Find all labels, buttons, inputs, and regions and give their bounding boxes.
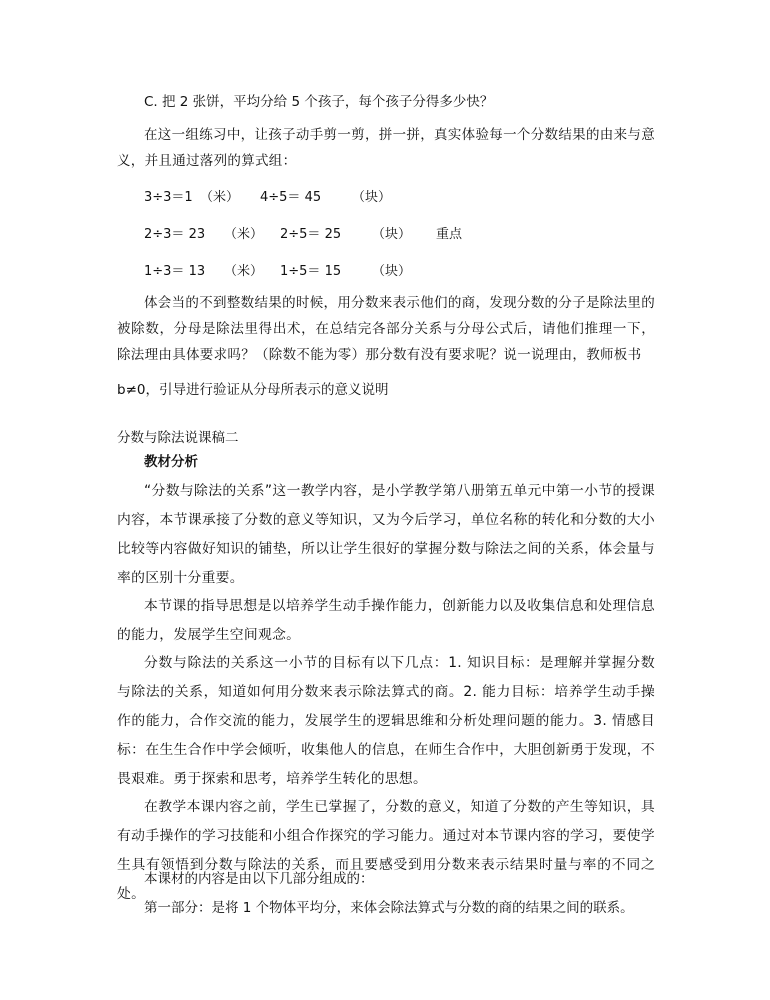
equation-left: 2÷3＝ 23 — [144, 227, 206, 242]
equation-row-3 — [144, 260, 544, 280]
equation-right: 4÷5＝ 45 — [260, 190, 322, 205]
unit-left: （米） — [224, 264, 264, 279]
equation-row-2 — [144, 223, 544, 243]
equation-row-1 — [144, 186, 544, 206]
paragraph-5: 本课材的内容是由以下几部分组成的： — [144, 871, 374, 887]
unit-right: （块） — [352, 190, 392, 205]
unit-left: （米） — [224, 227, 264, 242]
unit-left: （米） — [200, 190, 240, 205]
unit-right: （块） — [372, 264, 412, 279]
key-point-note: 重点 — [436, 227, 463, 242]
paragraph-2: 本节课的指导思想是以培养学生动手操作能力，创新能力以及收集信息和处理信息的能力，发展学生空间观念。 — [117, 598, 655, 643]
paragraph-3: 分数与除法的关系这一小节的目标有以下几点：1. 知识目标：是理解并掌握分数与除法的关系，知道如何用分数来表示除法算式的商。2. 能力目标：培养学生动手操作的能力，合作交流的能力，发展学生的逻辑思维和分析处理问题的能力。3. 情感目标：在生生合作中学会倾听，收集他人的信息，在师生合作中，大胆创新勇于发现，不畏艰难。勇于探索和思考，培养学生转化的思想。 — [117, 655, 655, 787]
last-line: b≠0，引导进行验证从分母所表示的意义说明 — [117, 382, 389, 398]
equation-right: 2÷5＝ 25 — [280, 227, 342, 242]
paragraph-6: 第一部分：是将 1 个物体平均分，来体会除法算式与分数的商的结果之间的联系。 — [144, 900, 634, 916]
section-title: 分数与除法说课稿二 — [117, 430, 239, 446]
paragraph-1: “分数与除法的关系”这一教学内容，是小学教学第八册第五单元中第一小节的授课内容，本节课承接了分数的意义等知识，又为今后学习，单位名称的转化和分数的大小比较等内容做好知识的铺垫，所以让学生很好的掌握分数与除法之间的关系，体会量与率的区别十分重要。 — [117, 483, 655, 586]
paragraph-4: 在教学本课内容之前，学生已掌握了，分数的意义，知道了分数的产生等知识，具有动手操作的学习技能和小组合作探究的学习能力。通过对本节课内容的学习，要使学生具有领悟到分数与除法的关系，而且要感受到用分数来表示结果时量与率的不同之处。 — [117, 799, 655, 902]
section-heading: 教材分析 — [144, 454, 198, 470]
intro-paragraph: 在这一组练习中，让孩子动手剪一剪，拼一拼，真实体验每一个分数结果的由来与意义，并且通过落列的算式组： — [117, 127, 655, 169]
equation-left: 1÷3＝ 13 — [144, 264, 206, 279]
body-paragraph: 体会当的不到整数结果的时候，用分数来表示他们的商，发现分数的分子是除法里的被除数，分母是除法里得出术，在总结完各部分关系与分母公式后，请他们推理一下，除法理由具体要求吗？（除数不能为零）那分数有没有要求呢？说一说理由，教师板书 — [117, 295, 655, 363]
equation-right: 1÷5＝ 15 — [280, 264, 342, 279]
equation-left: 3÷3＝1 — [144, 190, 193, 205]
question-c: C. 把 2 张饼，平均分给 5 个孩子，每个孩子分得多少快？ — [144, 94, 494, 110]
unit-right: （块） — [372, 227, 412, 242]
